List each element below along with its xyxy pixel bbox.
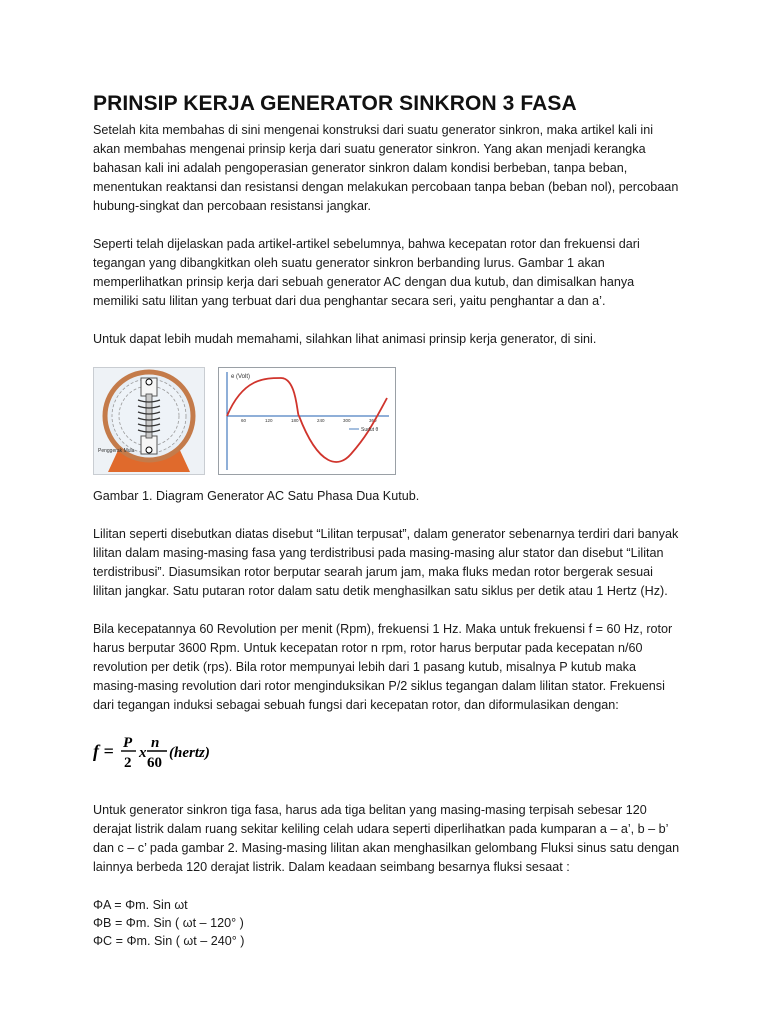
formula-lhs: f =	[93, 741, 114, 761]
formula-unit: (hertz)	[169, 745, 210, 761]
prime-mover-label: Penggerak Mula	[98, 448, 135, 454]
formula-two: 2	[124, 755, 132, 771]
flux-equation-b: ΦB = Φm. Sin ( ωt – 120° )	[93, 916, 244, 930]
paragraph-three-phase: Untuk generator sinkron tiga fasa, harus ada tiga belitan yang masing-masing terpisah sebesar 120 derajat listrik dalam ruang sekitar keliling celah udara seperti diperlihatkan pada kumparan a – a’, b – b’ dan c – c’ pada gambar 2. Masing-masing lilitan akan menghasilkan gelombang Fluksi sinus satu dengan lainnya berbeda 120 derajat listrik. Dalam keadaan seimbang besarnya fluksi sesaat :	[93, 803, 680, 874]
paragraph-rotor-frequency: Seperti telah dijelaskan pada artikel-artikel sebelumnya, bahwa kecepatan rotor dan frekuensi dari tegangan yang dibangkitkan oleh suatu generator sinkron berbanding lurus. Gambar 1 akan memperlihatkan prinsip kerja dari sebuah generator AC dengan dua kutub, dan dimisalkan hanya memiliki satu lilitan yang terbuat dari dua penghantar secara seri, yaitu penghantar a dan a’.	[93, 237, 640, 308]
paragraph-rpm: Bila kecepatannya 60 Revolution per menit (Rpm), frekuensi 1 Hz. Maka untuk frekuensi f = 60 Hz, rotor harus berputar 3600 Rpm. Untuk kecepatan rotor n rpm, rotor harus berputar pada kecepatan n/60 revolution per detik (rps). Bila rotor mempunyai lebih dari 1 pasang kutub, misalnya P kutub maka masing-masing revolution dari rotor menginduksikan P/2 siklus tegangan dalam lilitan stator. Frekuensi dari tegangan induksi sebagai sebuah fungsi dari kecepatan rotor, dan diformulasikan dengan:	[93, 622, 673, 712]
paragraph-intro: Setelah kita membahas di sini mengenai konstruksi dari suatu generator sinkron, maka artikel kali ini akan membahas mengenai prinsip kerja dari suatu generator sinkron. Yang akan menjadi kerangka bahasan kali ini adalah pengoperasian generator sinkron dalam kondisi berbeban, tanpa beban, menentukan reaktansi dan resistansi dengan melakukan percobaan tanpa beban (beban nol), percobaan hubung-singkat dan percobaan resistansi jangkar.	[93, 123, 679, 213]
formula-p: P	[123, 735, 133, 751]
flux-equations	[93, 896, 683, 950]
paragraph-animation-link: Untuk dapat lebih mudah memahami, silahkan lihat animasi prinsip kerja generator, di sini.	[93, 332, 597, 346]
sine-wave	[227, 378, 387, 462]
tick-label: 300	[343, 418, 351, 423]
x-axis-label: Sudut θ	[361, 427, 379, 433]
formula-n: n	[151, 735, 160, 751]
y-axis-label: e (Volt)	[231, 374, 251, 380]
document-page	[93, 92, 683, 950]
paragraph-winding: Lilitan seperti disebutkan diatas disebut “Lilitan terpusat”, dalam generator sebenarnya terdiri dari banyak lilitan dalam masing-masing fasa yang terdistribusi pada masing-masing alur stator dan disebut “Lilitan terdistribusi”. Diasumsikan rotor berputar searah jarum jam, maka fluks medan rotor bergerak sesuai lilitan jangkar. Satu putaran rotor dalam satu detik menghasilkan satu siklus per detik atau 1 Hertz (Hz).	[93, 527, 679, 598]
sine-wave-graph	[218, 367, 396, 475]
tick-label: 180	[291, 418, 299, 423]
figure-caption: Gambar 1. Diagram Generator AC Satu Phasa Dua Kutub.	[93, 489, 420, 503]
flux-equation-c: ΦC = Φm. Sin ( ωt – 240° )	[93, 934, 245, 948]
formula-sixty: 60	[147, 755, 162, 771]
generator-diagram	[93, 367, 205, 475]
flux-equation-a: ΦA = Φm. Sin ωt	[93, 898, 188, 912]
page-title: PRINSIP KERJA GENERATOR SINKRON 3 FASA	[93, 92, 577, 115]
formula-times: x	[139, 745, 147, 761]
tick-label: 360	[369, 418, 377, 423]
figure-1	[93, 367, 683, 487]
frequency-formula	[93, 729, 683, 779]
tick-label: 240	[317, 418, 325, 423]
tick-label: 120	[265, 418, 273, 423]
tick-label: 60	[241, 418, 247, 423]
